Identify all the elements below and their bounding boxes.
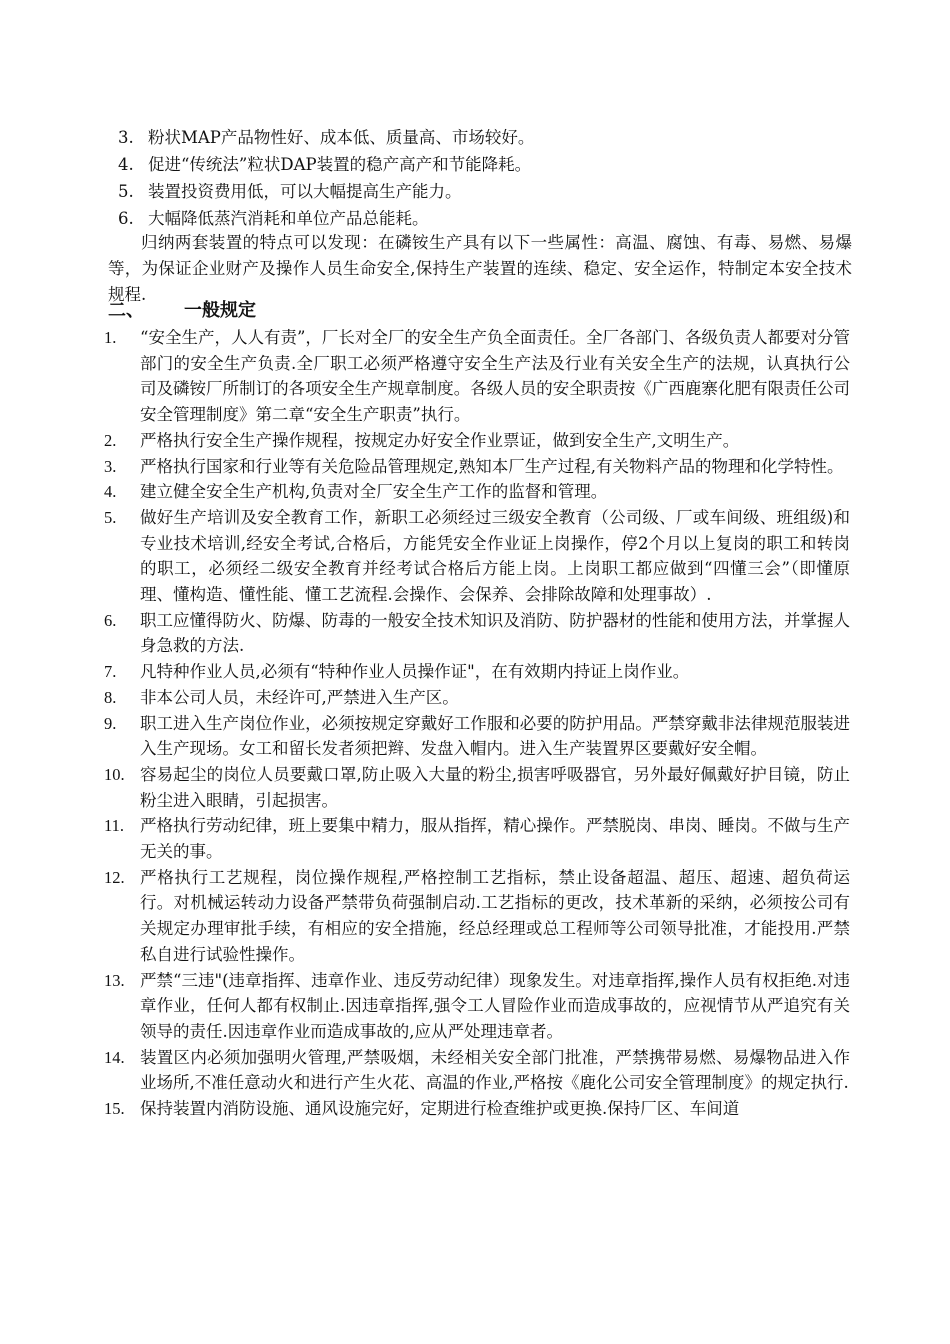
rule-number: 6. xyxy=(104,610,117,630)
rule-text: 容易起尘的岗位人员要戴口罩,防止吸入大量的粉尘,损害呼吸器官，另外最好佩戴好护目镜，防止粉尘进入眼睛，引起损害。 xyxy=(140,764,850,810)
rule-item xyxy=(104,968,850,1045)
rule-item xyxy=(104,1045,850,1096)
intro-item-number: 5. xyxy=(118,182,134,201)
rule-item xyxy=(104,454,850,480)
rule-number: 4. xyxy=(104,482,117,502)
rule-item xyxy=(104,762,850,813)
rule-text: 严格执行国家和行业等有关危险品管理规定,熟知本厂生产过程,有关物料产品的物理和化学特性。 xyxy=(140,456,844,476)
rule-number: 14. xyxy=(104,1047,125,1067)
rule-text: 职工进入生产岗位作业，必须按规定穿戴好工作服和必要的防护用品。严禁穿戴非法律规范服装进入生产现场。女工和留长发者须把辫、发盘入帽内。进入生产装置界区要戴好安全帽。 xyxy=(140,713,850,759)
intro-list xyxy=(118,124,858,232)
rule-text: 保持装置内消防设施、通风设施完好，定期进行检查维护或更换.保持厂区、车间道 xyxy=(140,1099,740,1119)
section-number: 二、 xyxy=(108,300,144,321)
rule-number: 9. xyxy=(104,713,117,733)
section-heading xyxy=(108,297,256,325)
rule-number: 8. xyxy=(104,687,117,707)
rule-number: 2. xyxy=(104,430,117,450)
rule-text: 职工应懂得防火、防爆、防毒的一般安全技术知识及消防、防护器材的性能和使用方法，并掌握人身急救的方法. xyxy=(140,610,850,656)
rule-number: 13. xyxy=(104,970,125,990)
rule-item xyxy=(104,479,850,505)
rule-text: 装置区内必须加强明火管理,严禁吸烟，未经相关安全部门批准，严禁携带易燃、易爆物品进入作业场所,不准任意动火和进行产生火花、高温的作业,严格按《鹿化公司安全管理制度》的规定执行. xyxy=(140,1047,850,1093)
intro-list-item xyxy=(118,178,858,205)
rule-text: 做好生产培训及安全教育工作，新职工必须经过三级安全教育（公司级、厂或车间级、班组级)和专业技术培训,经安全考试,合格后，方能凭安全作业证上岗操作，停2个月以上复岗的职工和转岗的职工，必须经二级安全教育并经考试合格后方能上岗。上岗职工都应做到“四懂三会”（即懂原理、懂构造、懂性能、懂工艺流程.会操作、会保养、会排除故障和处理事故）. xyxy=(140,507,850,605)
rule-item xyxy=(104,865,850,968)
rule-number: 3. xyxy=(104,456,117,476)
rule-number: 15. xyxy=(104,1099,125,1119)
intro-list-item xyxy=(118,151,858,178)
intro-item-text: 装置投资费用低，可以大幅提高生产能力。 xyxy=(148,182,462,201)
rule-item xyxy=(104,505,850,608)
intro-item-number: 4. xyxy=(118,155,134,174)
rule-text: 凡特种作业人员,必须有“特种作业人员操作证"，在有效期内持证上岗作业。 xyxy=(140,662,690,682)
rule-text: “安全生产，人人有责”，厂长对全厂的安全生产负全面责任。全厂各部门、各级负责人都要对分管部门的安全生产负责.全厂职工必须严格遵守安全生产法及行业有关安全生产的法规，认真执行公司及磷铵厂所制订的各项安全生产规章制度。各级人员的安全职责按《广西鹿寨化肥有限责任公司安全管理制度》第二章“安全生产职责”执行。 xyxy=(140,328,850,425)
rule-item xyxy=(104,685,850,711)
intro-item-text: 促进“传统法”粒状DAP装置的稳产高产和节能降耗。 xyxy=(148,155,532,174)
rule-number: 7. xyxy=(104,662,117,682)
rule-number: 11. xyxy=(104,816,125,836)
section-title: 一般规定 xyxy=(184,300,256,321)
rule-number: 1. xyxy=(104,328,117,347)
rules-list xyxy=(104,325,850,1122)
rule-item xyxy=(104,1096,850,1122)
rule-item xyxy=(104,711,850,762)
intro-list-item xyxy=(118,124,858,151)
intro-item-number: 3. xyxy=(118,128,134,147)
rule-item xyxy=(104,813,850,864)
rule-text: 建立健全安全生产机构,负责对全厂安全生产工作的监督和管理。 xyxy=(140,482,608,502)
rule-text: 严格执行工艺规程，岗位操作规程,严格控制工艺指标，禁止设备超温、超压、超速、超负荷运行。对机械运转动力设备严禁带负荷强制启动.工艺指标的更改，技术革新的采纳，必须按公司有关规定办理审批手续，有相应的安全措施，经总经理或总工程师等公司领导批准，才能投用.严禁私自进行试验性操作。 xyxy=(140,867,850,964)
rule-text: 严禁“三违"(违章指挥、违章作业、违反劳动纪律）现象发生。对违章指挥,操作人员有权拒绝.对违章作业，任何人都有权制止.因违章指挥,强令工人冒险作业而造成事故的，应视情节从严追究有关领导的责任.因违章作业而造成事故的,应从严处理违章者。 xyxy=(140,970,850,1041)
rule-item xyxy=(104,659,850,685)
rule-number: 10. xyxy=(104,764,125,784)
rule-number: 12. xyxy=(104,867,125,887)
intro-item-number: 6. xyxy=(118,209,134,228)
rule-number: 5. xyxy=(104,507,117,527)
intro-list-item xyxy=(118,205,858,232)
rule-text: 非本公司人员，未经许可,严禁进入生产区。 xyxy=(140,687,459,707)
intro-item-text: 大幅降低蒸汽消耗和单位产品总能耗。 xyxy=(148,209,429,228)
rule-item xyxy=(104,325,850,428)
summary-text: 归纳两套装置的特点可以发现：在磷铵生产具有以下一些属性：高温、腐蚀、有毒、易燃、易爆等，为保证企业财产及操作人员生命安全,保持生产装置的连续、稳定、安全运作，特制定本安全技术规程. xyxy=(108,233,852,304)
rule-text: 严格执行安全生产操作规程，按规定办好安全作业票证，做到安全生产,文明生产。 xyxy=(140,430,740,450)
rule-item xyxy=(104,608,850,659)
rule-text: 严格执行劳动纪律，班上要集中精力，服从指挥，精心操作。严禁脱岗、串岗、睡岗。不做与生产无关的事。 xyxy=(140,816,850,862)
intro-item-text: 粉状MAP产品物性好、成本低、质量高、市场较好。 xyxy=(148,128,535,147)
rule-item xyxy=(104,428,850,454)
